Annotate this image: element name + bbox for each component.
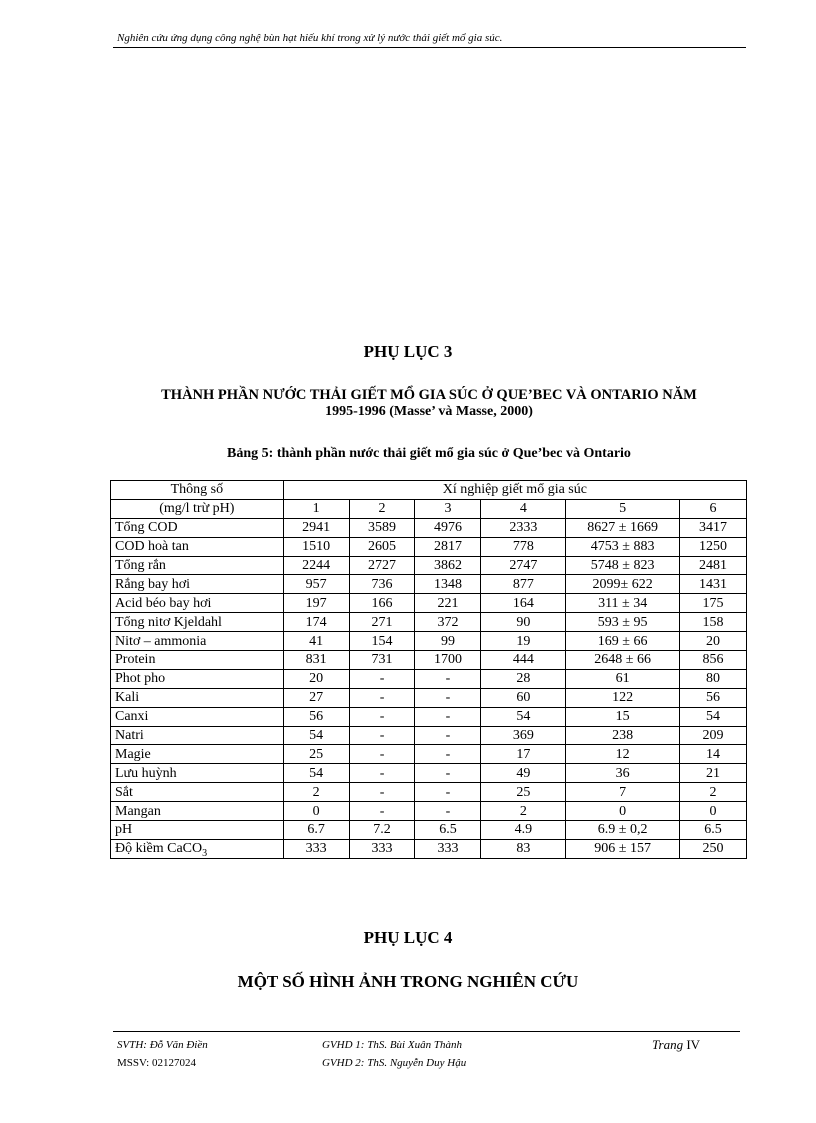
table-cell: 877 <box>481 575 566 594</box>
table-cell: 1510 <box>283 537 349 556</box>
table-cell: - <box>415 764 481 783</box>
table-cell: 778 <box>481 537 566 556</box>
table-cell: 593 ± 95 <box>566 613 680 632</box>
footer-student: SVTH: Đỗ Văn Điền <box>117 1039 208 1051</box>
table-row <box>111 575 747 594</box>
table-cell: 3862 <box>415 556 481 575</box>
table-cell: 250 <box>680 839 747 858</box>
row-label: Acid béo bay hơi <box>111 594 284 613</box>
table-cell: 80 <box>680 669 747 688</box>
table-cell: 6.7 <box>283 821 349 840</box>
table-cell: 7 <box>566 783 680 802</box>
table-cell: - <box>349 783 415 802</box>
table-cell: 1431 <box>680 575 747 594</box>
table-cell: 25 <box>283 745 349 764</box>
table-cell: 164 <box>481 594 566 613</box>
table-cell: 61 <box>566 669 680 688</box>
table-cell: 5748 ± 823 <box>566 556 680 575</box>
table-cell: 2605 <box>349 537 415 556</box>
table-row <box>111 839 747 858</box>
table-cell: - <box>349 764 415 783</box>
appendix-3-title: PHỤ LỤC 3 <box>363 342 453 361</box>
column-header: 5 <box>566 499 680 518</box>
table-cell: 166 <box>349 594 415 613</box>
running-header: Nghiên cứu ứng dụng công nghệ bùn hạt hiếu khí trong xử lý nước thải giết mổ gia súc. <box>117 32 503 44</box>
table-cell: 369 <box>481 726 566 745</box>
table-cell: 19 <box>481 632 566 651</box>
column-header: 6 <box>680 499 747 518</box>
table-cell: - <box>415 726 481 745</box>
row-label: Kali <box>111 688 284 707</box>
table-cell: 8627 ± 1669 <box>566 518 680 537</box>
row-label: Phot pho <box>111 669 284 688</box>
table-cell: 54 <box>481 707 566 726</box>
table-cell: 49 <box>481 764 566 783</box>
table-cell: - <box>415 802 481 821</box>
table-cell: 197 <box>283 594 349 613</box>
table-cell: 2 <box>680 783 747 802</box>
row-label: Sắt <box>111 783 284 802</box>
table-cell: 2481 <box>680 556 747 575</box>
table-cell: - <box>349 745 415 764</box>
table-cell: 54 <box>283 726 349 745</box>
table-cell: 1700 <box>415 651 481 670</box>
table-cell: 209 <box>680 726 747 745</box>
table-cell: - <box>349 707 415 726</box>
row-label: Nitơ – ammonia <box>111 632 284 651</box>
row-label: Mangan <box>111 802 284 821</box>
footer-divider <box>113 1031 740 1032</box>
table-cell: 0 <box>680 802 747 821</box>
table-cell: 122 <box>566 688 680 707</box>
table-cell: 90 <box>481 613 566 632</box>
table-cell: 2817 <box>415 537 481 556</box>
header-divider <box>113 47 746 48</box>
table-row <box>111 594 747 613</box>
table-cell: - <box>415 783 481 802</box>
table-row <box>111 537 747 556</box>
row-label-text: Độ kiềm CaCO <box>115 841 203 857</box>
row-label <box>111 839 284 858</box>
table-cell: - <box>349 688 415 707</box>
table-cell: 957 <box>283 575 349 594</box>
table-cell: 28 <box>481 669 566 688</box>
table-cell: 7.2 <box>349 821 415 840</box>
table-cell: 174 <box>283 613 349 632</box>
table-cell: 2 <box>481 802 566 821</box>
table-cell: - <box>349 669 415 688</box>
table-cell: 2 <box>283 783 349 802</box>
row-label: Natri <box>111 726 284 745</box>
appendix-4-section-title: MỘT SỐ HÌNH ẢNH TRONG NGHIÊN CỨU <box>237 972 579 991</box>
param-unit-header: (mg/l trừ pH) <box>111 499 284 518</box>
table-row <box>111 764 747 783</box>
table-cell: - <box>415 707 481 726</box>
table-cell: 6.9 ± 0,2 <box>566 821 680 840</box>
table-cell: 372 <box>415 613 481 632</box>
table-row <box>111 726 747 745</box>
table-cell: 60 <box>481 688 566 707</box>
param-header: Thông số <box>111 481 284 500</box>
table-cell: 2648 ± 66 <box>566 651 680 670</box>
row-label: Magie <box>111 745 284 764</box>
footer-page <box>652 1037 700 1053</box>
table-row <box>111 613 747 632</box>
table-cell: 221 <box>415 594 481 613</box>
group-header: Xí nghiệp giết mổ gia súc <box>283 481 746 500</box>
row-label: pH <box>111 821 284 840</box>
table-row <box>111 651 747 670</box>
table-cell: 2727 <box>349 556 415 575</box>
table-cell: 3417 <box>680 518 747 537</box>
table-cell: 41 <box>283 632 349 651</box>
row-label: Protein <box>111 651 284 670</box>
table-cell: 2333 <box>481 518 566 537</box>
page-label: Trang <box>652 1037 684 1052</box>
table-cell: 27 <box>283 688 349 707</box>
table-cell: 175 <box>680 594 747 613</box>
table-cell: 54 <box>680 707 747 726</box>
table-cell: 12 <box>566 745 680 764</box>
table-row <box>111 688 747 707</box>
table-row <box>111 707 747 726</box>
table-cell: - <box>349 726 415 745</box>
table-caption: Bảng 5: thành phần nước thải giết mổ gia súc ở Que’bec và Ontario <box>227 446 631 461</box>
column-header: 3 <box>415 499 481 518</box>
table-cell: 736 <box>349 575 415 594</box>
table-cell: 333 <box>349 839 415 858</box>
table-cell: 2747 <box>481 556 566 575</box>
table-row <box>111 518 747 537</box>
table-cell: 2244 <box>283 556 349 575</box>
row-label: Tổng COD <box>111 518 284 537</box>
table-cell: 25 <box>481 783 566 802</box>
table-cell: 906 ± 157 <box>566 839 680 858</box>
table-row <box>111 821 747 840</box>
table-cell: 4.9 <box>481 821 566 840</box>
wastewater-composition-table <box>110 480 747 859</box>
table-cell: 311 ± 34 <box>566 594 680 613</box>
table-cell: 271 <box>349 613 415 632</box>
row-label-subscript: 3 <box>202 848 208 860</box>
table-cell: 1348 <box>415 575 481 594</box>
table-cell: 6.5 <box>680 821 747 840</box>
table-cell: 2099± 622 <box>566 575 680 594</box>
row-label: Lưu huỳnh <box>111 764 284 783</box>
table-cell: 14 <box>680 745 747 764</box>
table-row <box>111 669 747 688</box>
table-cell: 17 <box>481 745 566 764</box>
table-subheader-row <box>111 499 747 518</box>
table-cell: 0 <box>283 802 349 821</box>
table-cell: 15 <box>566 707 680 726</box>
table-cell: 333 <box>283 839 349 858</box>
column-header: 1 <box>283 499 349 518</box>
table-cell: 856 <box>680 651 747 670</box>
column-header: 2 <box>349 499 415 518</box>
appendix-3-section-title: THÀNH PHẦN NƯỚC THẢI GIẾT MỔ GIA SÚC Ở QUE’BEC VÀ ONTARIO NĂM <box>161 387 697 403</box>
table-cell: 54 <box>283 764 349 783</box>
table-cell: - <box>349 802 415 821</box>
table-cell: 444 <box>481 651 566 670</box>
footer-advisor-2: GVHD 2: ThS. Nguyễn Duy Hậu <box>322 1057 467 1069</box>
table-cell: 4753 ± 883 <box>566 537 680 556</box>
table-cell: 99 <box>415 632 481 651</box>
table-cell: 2941 <box>283 518 349 537</box>
table-cell: 0 <box>566 802 680 821</box>
row-label: Tổng nitơ Kjeldahl <box>111 613 284 632</box>
table-row <box>111 632 747 651</box>
table-cell: - <box>415 745 481 764</box>
table-cell: 154 <box>349 632 415 651</box>
table-row <box>111 783 747 802</box>
footer-advisor-1: GVHD 1: ThS. Bùi Xuân Thành <box>322 1039 462 1051</box>
table-cell: 831 <box>283 651 349 670</box>
table-cell: 731 <box>349 651 415 670</box>
table-cell: 158 <box>680 613 747 632</box>
row-label: Rắng bay hơi <box>111 575 284 594</box>
table-cell: 20 <box>680 632 747 651</box>
table-cell: 56 <box>680 688 747 707</box>
table-cell: 21 <box>680 764 747 783</box>
row-label: Tổng rắn <box>111 556 284 575</box>
footer-student-id: MSSV: 02127024 <box>117 1057 196 1069</box>
table-cell: 4976 <box>415 518 481 537</box>
table-row <box>111 556 747 575</box>
table-cell: 56 <box>283 707 349 726</box>
table-cell: 169 ± 66 <box>566 632 680 651</box>
table-cell: 238 <box>566 726 680 745</box>
appendix-4-title: PHỤ LỤC 4 <box>363 928 453 947</box>
table-cell: - <box>415 669 481 688</box>
column-header: 4 <box>481 499 566 518</box>
table-header-row <box>111 481 747 500</box>
appendix-3-section-subtitle: 1995-1996 (Masse’ và Masse, 2000) <box>325 404 533 419</box>
table-cell: 333 <box>415 839 481 858</box>
table-cell: 1250 <box>680 537 747 556</box>
table-cell: 83 <box>481 839 566 858</box>
table-cell: 6.5 <box>415 821 481 840</box>
table-cell: 3589 <box>349 518 415 537</box>
table-cell: - <box>415 688 481 707</box>
row-label: Canxi <box>111 707 284 726</box>
row-label: COD hoà tan <box>111 537 284 556</box>
table-cell: 20 <box>283 669 349 688</box>
table-row <box>111 745 747 764</box>
page-number: IV <box>686 1037 701 1052</box>
table-cell: 36 <box>566 764 680 783</box>
table-row <box>111 802 747 821</box>
